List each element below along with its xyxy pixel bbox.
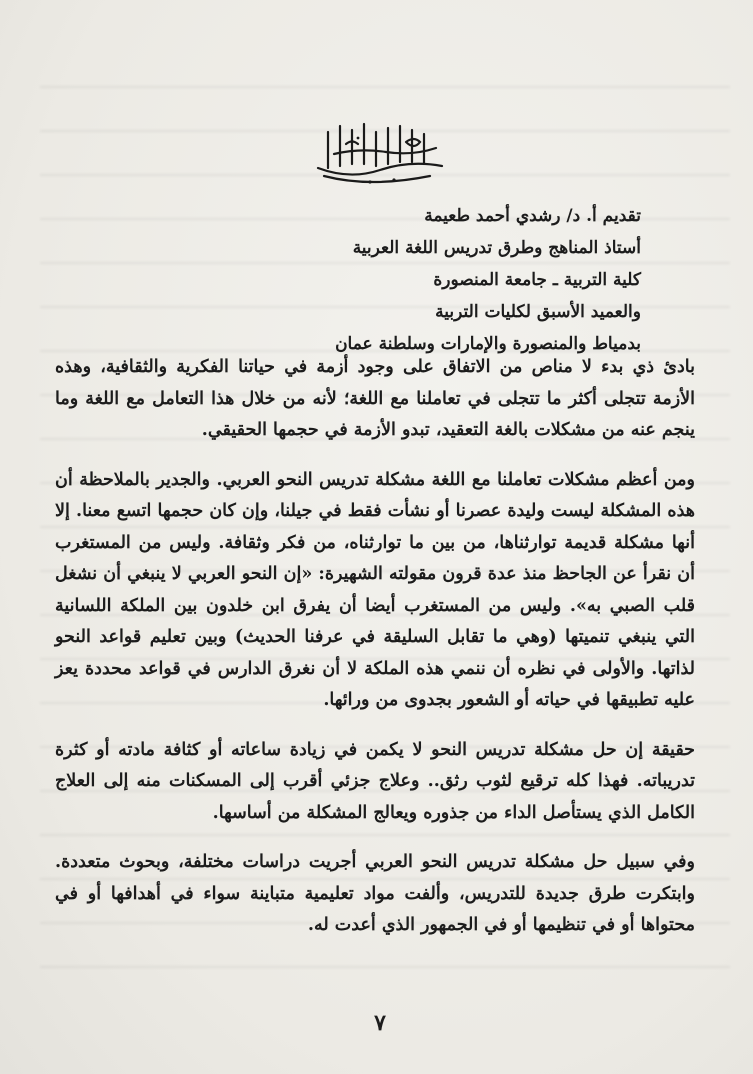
body-text xyxy=(55,352,695,960)
paragraph: ومن أعظم مشكلات تعاملنا مع اللغة مشكلة تدريس النحو العربي. والجدير بالملاحظة أن هذه المشكلة ليست وليدة عصرنا أو نشأت فقط في جيلنا، وإن كان حجمها اتسع معنا. إلا أنها مشكلة قديمة توارثناها، من بين ما توارثناه، من فكر وثقافة. وليس من المستغرب أن نقرأ عن الجاحظ منذ عدة قرون مقولته الشهيرة: «إن النحو العربي لا ينبغي أن نشغل قلب الصبي به». وليس من المستغرب أيضا أن يفرق ابن خلدون بين الملكة اللسانية التي ينبغي تنميتها (وهي ما تقابل السليقة في عرفنا الحديث) وبين تعليم قواعد النحو لذاتها. والأولى في نظره أن ننمي هذه الملكة لا أن نغرق الدارس في قواعد محددة يعز عليه تطبيقها في حياته أو الشعور بجدوى من ورائها. xyxy=(55,469,695,710)
page-number: ٧ xyxy=(374,1010,386,1036)
paragraph: بادئ ذي بدء لا مناص من الاتفاق على وجود أزمة في حياتنا الفكرية والثقافية، وهذه الأزمة تتجلى أكثر ما تتجلى في تعاملنا مع اللغة؛ لأنه من خلال هذا التعامل مع اللغة وما ينجم عنه من مشكلات بالغة التعقيد، تبدو الأزمة في حجمها الحقيقي. xyxy=(55,357,695,440)
paragraph: حقيقة إن حل مشكلة تدريس النحو لا يكمن في زيادة ساعاته أو كثافة مادته أو كثرة تدريباته. فهذا كله ترقيع لثوب رثق.. وعلاج جزئي أقرب إلى المسكنات منه إلى العلاج الكامل الذي يستأصل الداء من جذوره ويعالج المشكلة من أساسها. xyxy=(55,739,695,823)
header-line-locations: بدمياط والمنصورة والإمارات وسلطنة عمان xyxy=(335,334,641,354)
header-line-faculty: كلية التربية ـ جامعة المنصورة xyxy=(433,270,641,290)
paragraph: وفي سبيل حل مشكلة تدريس النحو العربي أجريت دراسات مختلفة، وبحوث متعددة. وابتكرت طرق جديدة للتدريس، وألفت مواد تعليمية متباينة سواء في أهدافها أو في محتواها أو في تنظيمها أو في الجمهور الذي أعدت له. xyxy=(55,852,695,935)
author-header xyxy=(181,200,641,360)
header-line-author: تقديم أ. د/ رشدي أحمد طعيمة xyxy=(424,206,641,226)
basmala-calligraphy xyxy=(310,118,450,188)
header-line-title: أستاذ المناهج وطرق تدريس اللغة العربية xyxy=(352,238,641,258)
header-line-dean: والعميد الأسبق لكليات التربية xyxy=(435,302,641,322)
